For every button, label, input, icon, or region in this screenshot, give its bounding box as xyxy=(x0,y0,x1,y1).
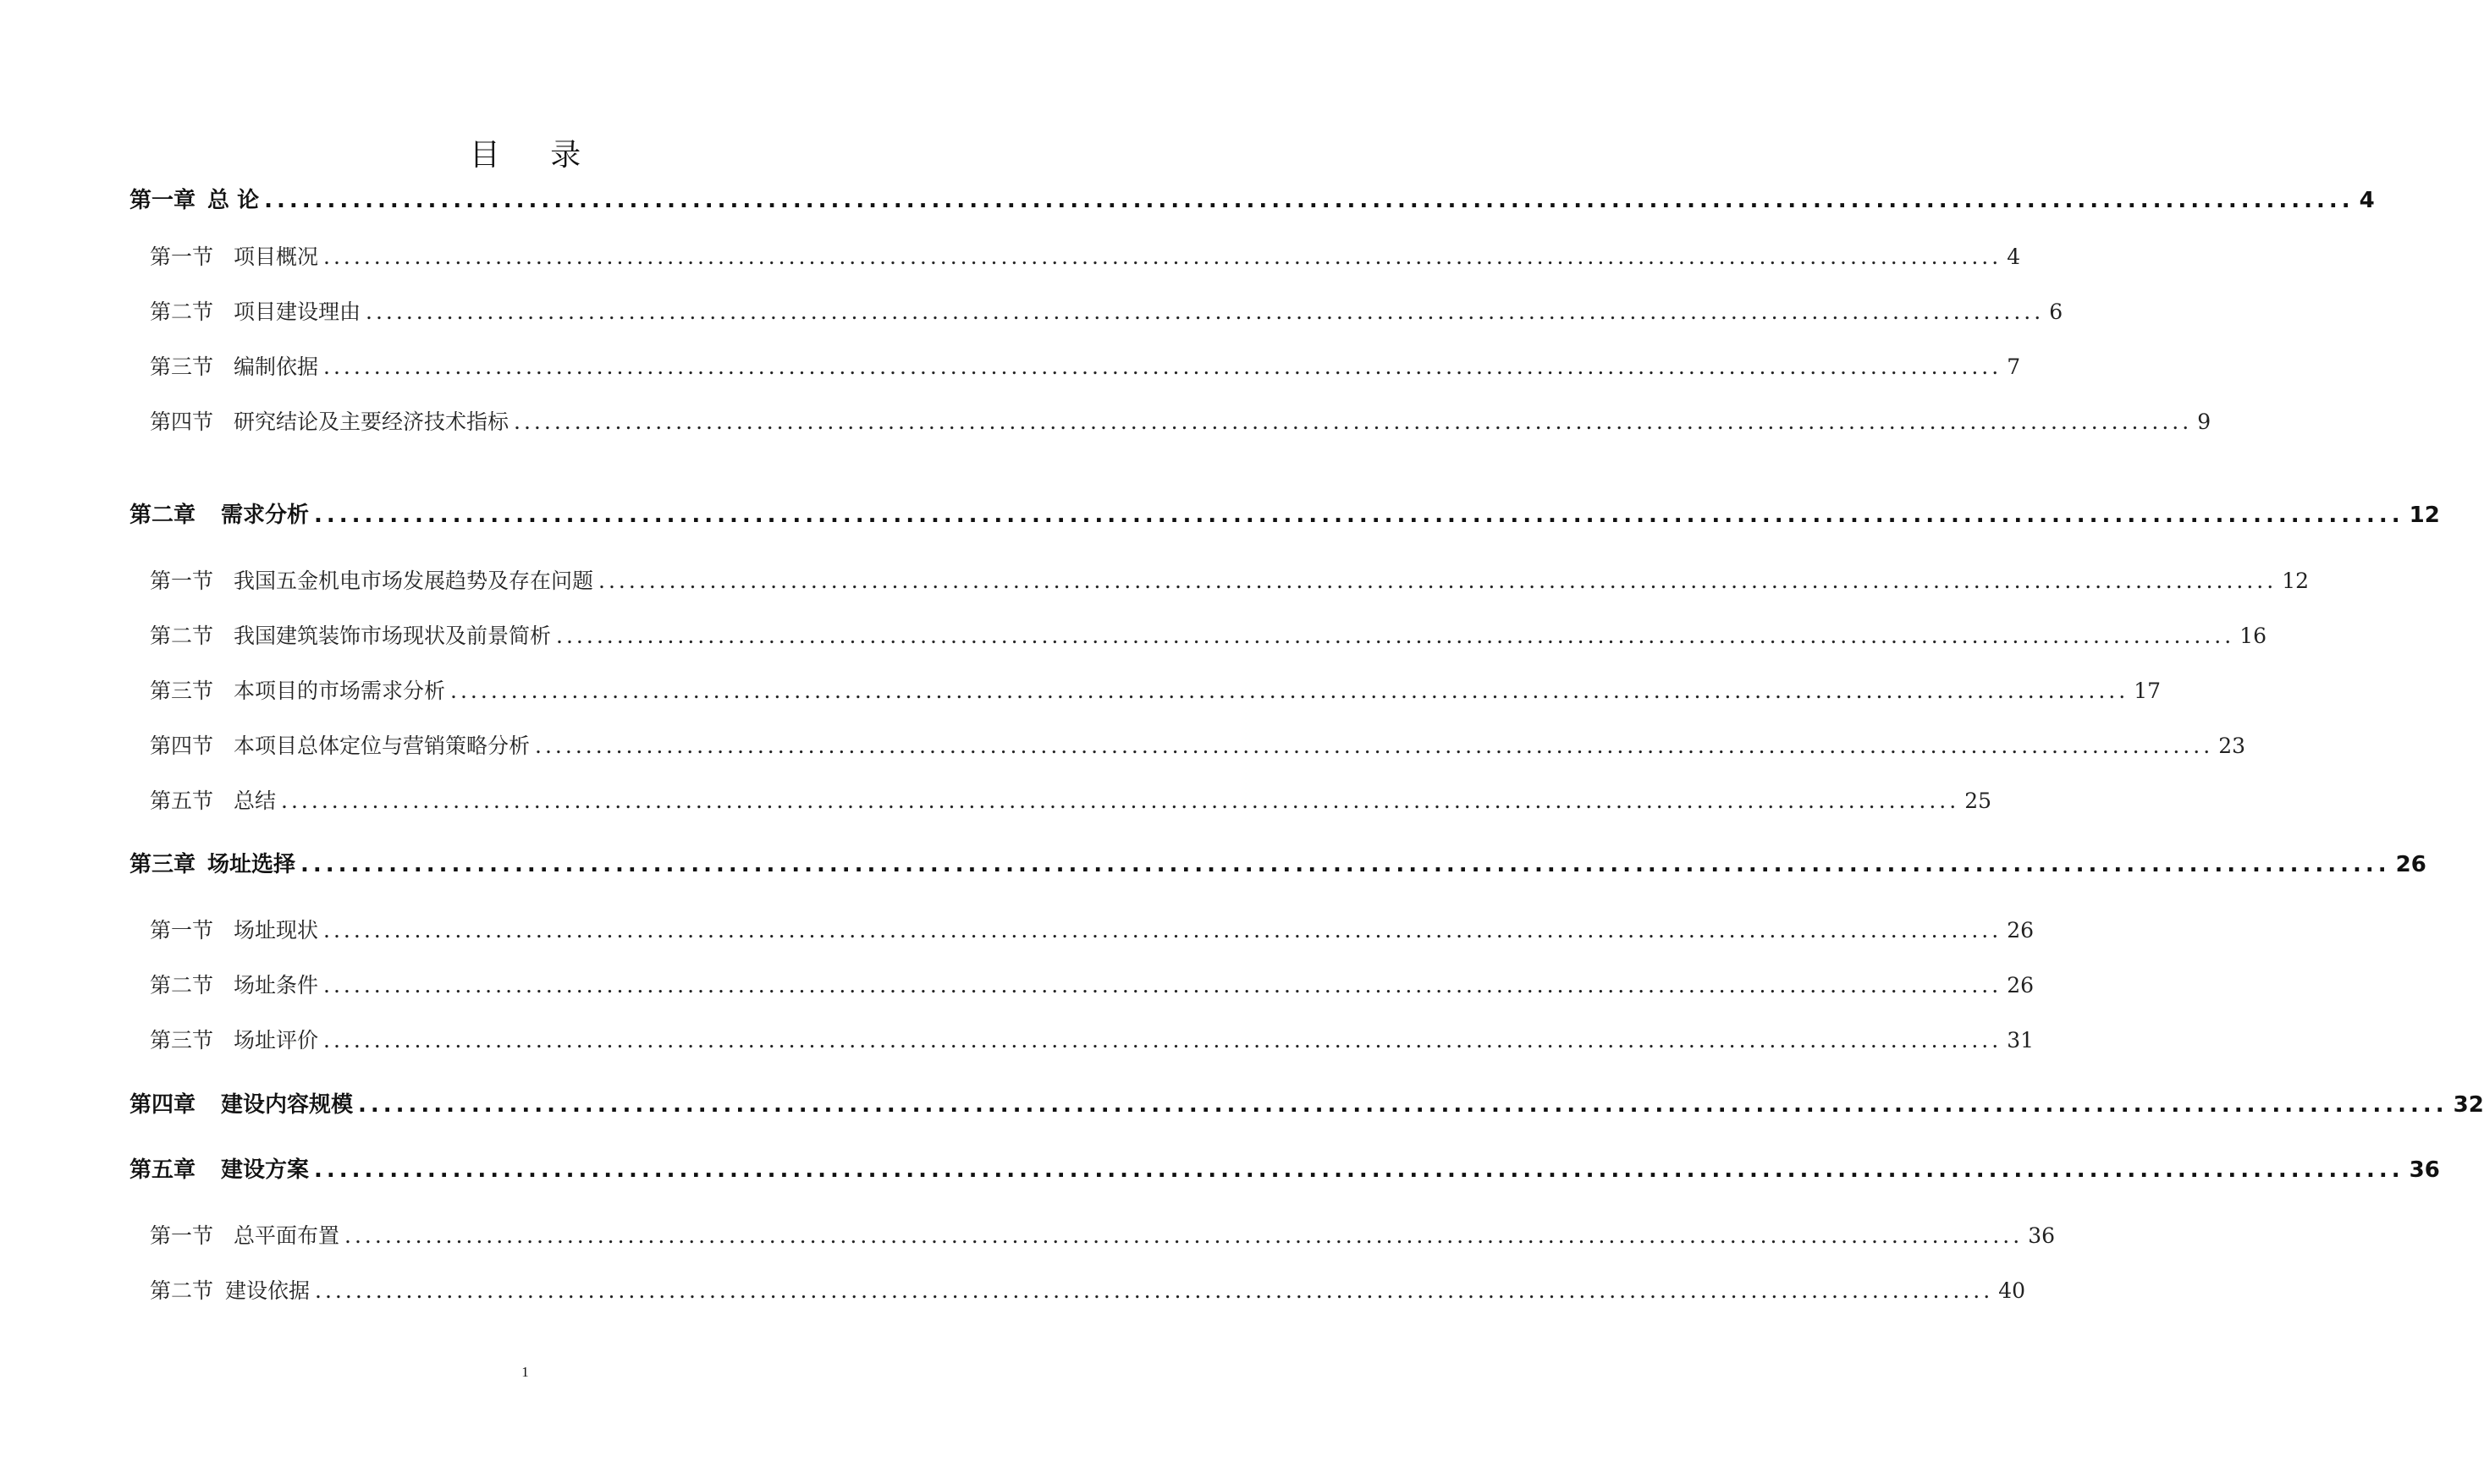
dot-leader: ...................................................................................................................................................................... xyxy=(535,734,2214,758)
dot-leader: ...................................................................................................................................................................... xyxy=(281,789,1960,813)
toc-section-row[interactable] xyxy=(150,1220,2056,1252)
section-title: 场址评价 xyxy=(234,1028,319,1053)
page-number: 40 xyxy=(1998,1278,2026,1303)
toc-label xyxy=(150,565,593,597)
dot-leader: ...................................................................................................................................................................... xyxy=(450,679,2129,703)
dot-leader: ...................................................................................................................................................................... xyxy=(366,300,2045,324)
dot-leader: ...................................................................................................................................................................... xyxy=(264,188,2355,213)
section-number: 第一节 xyxy=(150,1223,214,1248)
toc-label xyxy=(150,730,530,762)
toc-label xyxy=(150,970,318,1002)
toc-label xyxy=(150,296,361,328)
toc-label xyxy=(150,785,276,817)
section-number: 第三节 xyxy=(150,355,214,379)
section-title: 编制依据 xyxy=(234,355,319,379)
page-number: 16 xyxy=(2239,624,2267,648)
section-title: 建设依据 xyxy=(225,1278,311,1303)
section-number: 第二节 xyxy=(150,624,214,648)
toc-section-row[interactable] xyxy=(150,351,2021,383)
page-number: 12 xyxy=(2409,503,2440,528)
toc-label xyxy=(129,499,309,531)
dot-leader: ...................................................................................................................................................................... xyxy=(323,245,2002,269)
page-number: 36 xyxy=(2409,1157,2440,1183)
toc-section-row[interactable] xyxy=(150,565,2310,597)
chapter-title: 建设内容规模 xyxy=(221,1092,354,1118)
dot-leader: ...................................................................................................................................................................... xyxy=(598,569,2277,593)
section-title: 场址条件 xyxy=(234,973,319,998)
toc-chapter-row[interactable] xyxy=(129,1154,2440,1186)
toc-chapter-row[interactable] xyxy=(129,499,2440,531)
section-title: 场址现状 xyxy=(234,918,319,943)
toc-label xyxy=(150,351,318,383)
dot-leader: ...................................................................................................................................................................... xyxy=(556,624,2235,648)
section-title: 本项目的市场需求分析 xyxy=(234,679,446,703)
page-number: 31 xyxy=(2007,1028,2035,1053)
toc-section-row[interactable] xyxy=(150,970,2035,1002)
toc-chapter-row[interactable] xyxy=(129,849,2426,881)
toc-chapter-row[interactable] xyxy=(129,184,2375,217)
section-title: 我国建筑装饰市场现状及前景简析 xyxy=(234,624,552,648)
section-number: 第四节 xyxy=(150,734,214,758)
chapter-title: 场址选择 xyxy=(207,852,296,877)
toc-section-row[interactable] xyxy=(150,620,2267,652)
toc-label xyxy=(129,1089,353,1121)
dot-leader: ...................................................................................................................................................................... xyxy=(314,503,2404,528)
section-number: 第二节 xyxy=(150,300,214,324)
toc-label xyxy=(150,620,551,652)
chapter-title: 需求分析 xyxy=(221,503,310,528)
page-number: 32 xyxy=(2453,1092,2484,1118)
toc-label xyxy=(150,1275,310,1307)
section-title: 研究结论及主要经济技术指标 xyxy=(234,409,509,434)
toc-chapter-row[interactable] xyxy=(129,1089,2484,1121)
section-number: 第三节 xyxy=(150,1028,214,1053)
toc-section-row[interactable] xyxy=(150,1275,2026,1307)
page-number: 17 xyxy=(2134,679,2162,703)
toc-label xyxy=(150,241,318,273)
toc-section-row[interactable] xyxy=(150,241,2021,273)
section-title: 总结 xyxy=(234,789,277,813)
dot-leader: ...................................................................................................................................................................... xyxy=(323,973,2002,998)
dot-leader: ...................................................................................................................................................................... xyxy=(314,1157,2404,1183)
toc-section-row[interactable] xyxy=(150,406,2211,438)
section-number: 第二节 xyxy=(150,973,214,998)
toc-label xyxy=(129,849,295,881)
page-number: 7 xyxy=(2007,355,2021,379)
section-title: 我国五金机电市场发展趋势及存在问题 xyxy=(234,569,594,593)
page-number: 4 xyxy=(2359,188,2375,213)
dot-leader: ...................................................................................................................................................................... xyxy=(323,355,2002,379)
toc-section-row[interactable] xyxy=(150,1025,2035,1057)
page-number: 6 xyxy=(2049,300,2063,324)
section-number: 第一节 xyxy=(150,569,214,593)
chapter-number: 第一章 xyxy=(129,188,196,213)
toc-section-row[interactable] xyxy=(150,915,2035,947)
section-title: 项目建设理由 xyxy=(234,300,361,324)
toc-section-row[interactable] xyxy=(150,296,2063,328)
toc-section-row[interactable] xyxy=(150,785,1992,817)
section-number: 第五节 xyxy=(150,789,214,813)
toc-label xyxy=(150,1220,339,1252)
section-number: 第三节 xyxy=(150,679,214,703)
toc-label xyxy=(150,1025,318,1057)
toc-label xyxy=(150,675,445,707)
toc-label xyxy=(150,915,318,947)
section-title: 本项目总体定位与营销策略分析 xyxy=(234,734,531,758)
dot-leader: ...................................................................................................................................................................... xyxy=(300,852,2391,877)
chapter-number: 第三章 xyxy=(129,852,196,877)
section-title: 总平面布置 xyxy=(234,1223,340,1248)
toc-label xyxy=(129,184,259,217)
section-number: 第一节 xyxy=(150,918,214,943)
dot-leader: ...................................................................................................................................................................... xyxy=(514,409,2193,434)
footer-page-number: 1 xyxy=(521,1364,529,1380)
section-number: 第四节 xyxy=(150,409,214,434)
toc-section-row[interactable] xyxy=(150,675,2162,707)
page-number: 36 xyxy=(2028,1223,2056,1248)
dot-leader: ...................................................................................................................................................................... xyxy=(323,918,2002,943)
section-title: 项目概况 xyxy=(234,245,319,269)
page-number: 9 xyxy=(2197,409,2211,434)
section-number: 第一节 xyxy=(150,245,214,269)
toc-label xyxy=(150,406,509,438)
section-number: 第二节 xyxy=(150,1278,214,1303)
page-number: 4 xyxy=(2007,245,2021,269)
toc-section-row[interactable] xyxy=(150,730,2246,762)
page-number: 25 xyxy=(1964,789,1992,813)
chapter-title: 总 论 xyxy=(207,188,260,213)
page-number: 12 xyxy=(2282,569,2310,593)
page-number: 26 xyxy=(2395,852,2426,877)
dot-leader: ...................................................................................................................................................................... xyxy=(323,1028,2002,1053)
page-number: 26 xyxy=(2007,973,2035,998)
chapter-number: 第五章 xyxy=(129,1157,196,1183)
toc-label xyxy=(129,1154,309,1186)
page-title: 目 录 xyxy=(469,138,602,173)
dot-leader: ...................................................................................................................................................................... xyxy=(344,1223,2024,1248)
page-number: 23 xyxy=(2218,734,2246,758)
dot-leader: ...................................................................................................................................................................... xyxy=(358,1092,2448,1118)
chapter-number: 第二章 xyxy=(129,503,196,528)
page-number: 26 xyxy=(2007,918,2035,943)
chapter-number: 第四章 xyxy=(129,1092,196,1118)
chapter-title: 建设方案 xyxy=(221,1157,310,1183)
dot-leader: ...................................................................................................................................................................... xyxy=(315,1278,1994,1303)
